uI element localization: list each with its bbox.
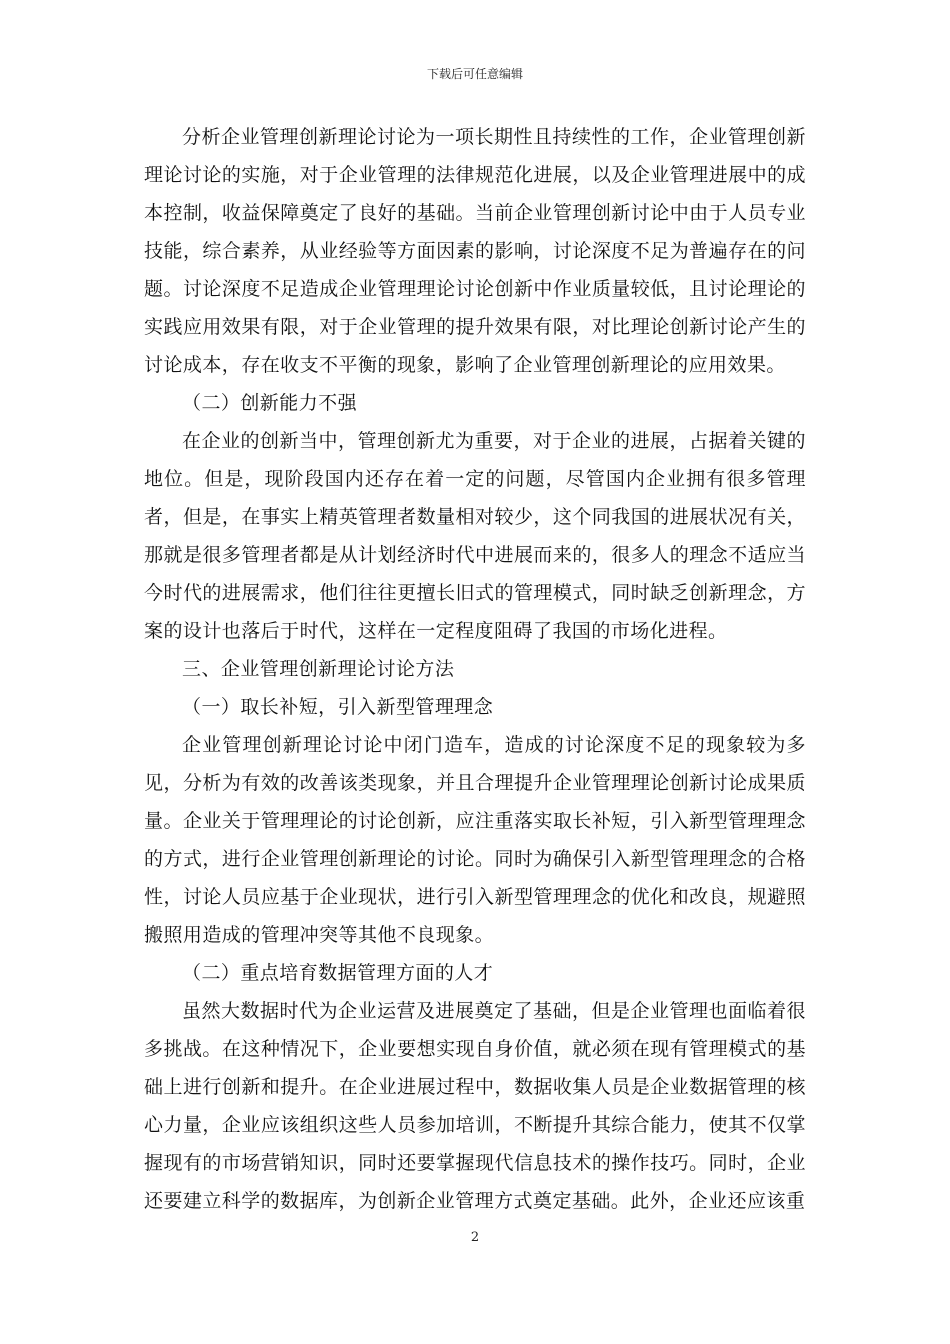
paragraph-analysis: 分析企业管理创新理论讨论为一项长期性且持续性的工作，企业管理创新理论讨论的实施，对于企业管理的法律规范化进展，以及企业管理进展中的成本控制，收益保障奠定了良好的基础。当前企业管理创新讨论中由于人员专业技能，综合素养，从业经验等方面因素的影响，讨论深度不足为普遍存在的问题。讨论深度不足造成企业管理理论讨论创新中作业质量较低，且讨论理论的实践应用效果有限，对于企业管理的提升效果有限，对比理论创新讨论产生的讨论成本，存在收支不平衡的现象，影响了企业管理创新理论的应用效果。 <box>144 126 806 376</box>
subheading-innovation-weak: （二）创新能力不强 <box>182 392 358 414</box>
page-header: 下载后可任意编辑 <box>426 67 523 81</box>
subheading-data-talent: （二）重点培育数据管理方面的人才 <box>182 962 494 984</box>
document-body <box>144 118 806 1220</box>
paragraph-innovation-importance: 在企业的创新当中，管理创新尤为重要，对于企业的进展，占据着关键的地位。但是，现阶段国内还存在着一定的问题，尽管国内企业拥有很多管理者，但是，在事实上精英管理者数量相对较少，这个同我国的进展状况有关，那就是很多管理者都是从计划经济时代中进展而来的，很多人的理念不适应当今时代的进展需求，他们往往更擅长旧式的管理模式，同时缺乏创新理念，方案的设计也落后于时代，这样在一定程度阻碍了我国的市场化进程。 <box>144 430 806 642</box>
page-number: 2 <box>470 1230 480 1245</box>
paragraph-new-concepts: 企业管理创新理论讨论中闭门造车，造成的讨论深度不足的现象较为多见，分析为有效的改善该类现象，并且合理提升企业管理理论创新讨论成果质量。企业关于管理理论的讨论创新，应注重落实取长补短，引入新型管理理念的方式，进行企业管理创新理论的讨论。同时为确保引入新型管理理念的合格性，讨论人员应基于企业现状，进行引入新型管理理念的优化和改良，规避照搬照用造成的管理冲突等其他不良现象。 <box>144 734 806 946</box>
subheading-new-concepts: （一）取长补短，引入新型管理理念 <box>182 696 494 718</box>
paragraph-data-talent: 虽然大数据时代为企业运营及进展奠定了基础，但是企业管理也面临着很多挑战。在这种情况下，企业要想实现自身价值，就必须在现有管理模式的基础上进行创新和提升。在企业进展过程中，数据收集人员是企业数据管理的核心力量，企业应该组织这些人员参加培训，不断提升其综合能力，使其不仅掌握现有的市场营销知识，同时还要掌握现代信息技术的操作技巧。同时，企业还要建立科学的数据库，为创新企业管理方式奠定基础。此外，企业还应该重 <box>144 1000 806 1212</box>
section-heading-methods: 三、企业管理创新理论讨论方法 <box>182 658 455 680</box>
